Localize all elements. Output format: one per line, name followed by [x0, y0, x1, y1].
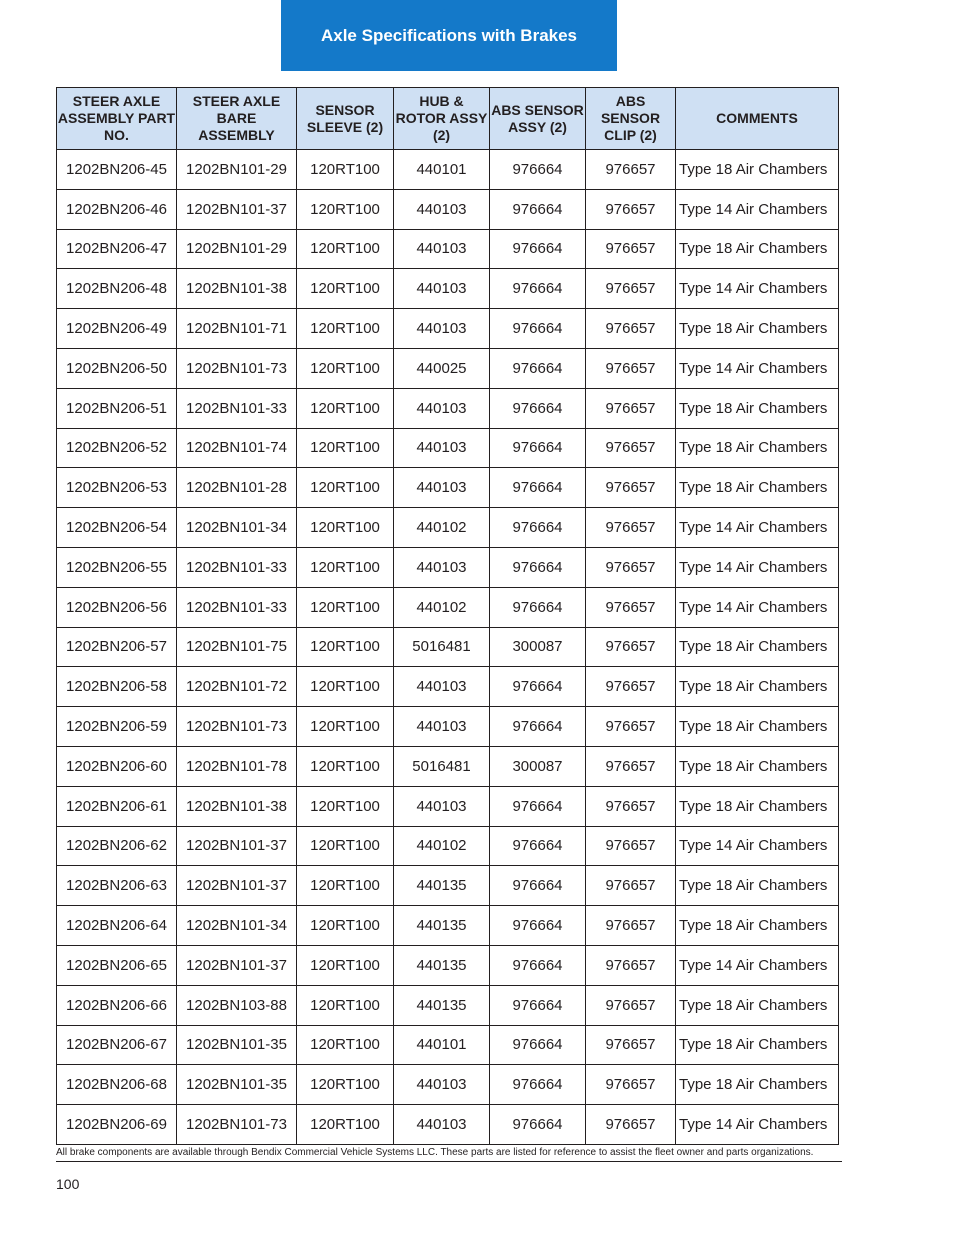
column-header-comments: COMMENTS [676, 88, 839, 150]
cell-abs-sensor-clip: 976657 [586, 985, 676, 1025]
cell-abs-sensor-clip: 976657 [586, 348, 676, 388]
cell-bare-assembly: 1202BN101-37 [177, 866, 297, 906]
cell-bare-assembly: 1202BN101-33 [177, 547, 297, 587]
cell-comments: Type 18 Air Chambers [676, 985, 839, 1025]
cell-abs-sensor-clip: 976657 [586, 388, 676, 428]
cell-bare-assembly: 1202BN101-35 [177, 1065, 297, 1105]
cell-sensor-sleeve: 120RT100 [297, 985, 394, 1025]
cell-sensor-sleeve: 120RT100 [297, 189, 394, 229]
cell-assembly-part-no: 1202BN206-62 [57, 826, 177, 866]
table-row [57, 1105, 839, 1145]
cell-assembly-part-no: 1202BN206-65 [57, 945, 177, 985]
cell-abs-sensor-clip: 976657 [586, 667, 676, 707]
cell-assembly-part-no: 1202BN206-69 [57, 1105, 177, 1145]
cell-abs-sensor-assy: 976664 [490, 587, 586, 627]
cell-comments: Type 18 Air Chambers [676, 388, 839, 428]
cell-sensor-sleeve: 120RT100 [297, 547, 394, 587]
column-header-hub-rotor: HUB & ROTOR ASSY (2) [394, 88, 490, 150]
cell-comments: Type 18 Air Chambers [676, 746, 839, 786]
cell-sensor-sleeve: 120RT100 [297, 707, 394, 747]
cell-abs-sensor-clip: 976657 [586, 547, 676, 587]
table-row [57, 985, 839, 1025]
cell-abs-sensor-assy: 976664 [490, 428, 586, 468]
table-row [57, 348, 839, 388]
cell-comments: Type 14 Air Chambers [676, 189, 839, 229]
cell-bare-assembly: 1202BN101-28 [177, 468, 297, 508]
page-number: 100 [56, 1176, 80, 1192]
cell-bare-assembly: 1202BN101-72 [177, 667, 297, 707]
cell-sensor-sleeve: 120RT100 [297, 150, 394, 190]
cell-bare-assembly: 1202BN101-34 [177, 906, 297, 946]
table-row [57, 786, 839, 826]
column-header-sensor-sleeve: SENSOR SLEEVE (2) [297, 88, 394, 150]
cell-assembly-part-no: 1202BN206-64 [57, 906, 177, 946]
table-row [57, 508, 839, 548]
cell-comments: Type 18 Air Chambers [676, 866, 839, 906]
cell-abs-sensor-assy: 300087 [490, 746, 586, 786]
cell-comments: Type 14 Air Chambers [676, 587, 839, 627]
cell-bare-assembly: 1202BN101-75 [177, 627, 297, 667]
cell-abs-sensor-assy: 976664 [490, 547, 586, 587]
table-row [57, 707, 839, 747]
cell-abs-sensor-assy: 976664 [490, 945, 586, 985]
cell-assembly-part-no: 1202BN206-50 [57, 348, 177, 388]
table-row [57, 309, 839, 349]
cell-bare-assembly: 1202BN101-73 [177, 348, 297, 388]
cell-abs-sensor-assy: 976664 [490, 1065, 586, 1105]
cell-assembly-part-no: 1202BN206-49 [57, 309, 177, 349]
cell-abs-sensor-assy: 976664 [490, 229, 586, 269]
section-title: Axle Specifications with Brakes [320, 25, 578, 45]
cell-assembly-part-no: 1202BN206-68 [57, 1065, 177, 1105]
cell-comments: Type 18 Air Chambers [676, 309, 839, 349]
cell-abs-sensor-clip: 976657 [586, 866, 676, 906]
cell-comments: Type 18 Air Chambers [676, 468, 839, 508]
cell-bare-assembly: 1202BN101-38 [177, 786, 297, 826]
cell-assembly-part-no: 1202BN206-61 [57, 786, 177, 826]
column-header-bare-assembly: STEER AXLE BARE ASSEMBLY [177, 88, 297, 150]
cell-bare-assembly: 1202BN101-29 [177, 229, 297, 269]
cell-abs-sensor-assy: 976664 [490, 826, 586, 866]
cell-abs-sensor-clip: 976657 [586, 627, 676, 667]
table-row [57, 746, 839, 786]
cell-abs-sensor-assy: 976664 [490, 309, 586, 349]
cell-abs-sensor-clip: 976657 [586, 1025, 676, 1065]
cell-abs-sensor-clip: 976657 [586, 150, 676, 190]
cell-bare-assembly: 1202BN101-29 [177, 150, 297, 190]
cell-assembly-part-no: 1202BN206-66 [57, 985, 177, 1025]
cell-sensor-sleeve: 120RT100 [297, 1105, 394, 1145]
cell-abs-sensor-assy: 976664 [490, 468, 586, 508]
cell-abs-sensor-assy: 976664 [490, 707, 586, 747]
cell-sensor-sleeve: 120RT100 [297, 786, 394, 826]
cell-assembly-part-no: 1202BN206-53 [57, 468, 177, 508]
table-body [57, 150, 839, 1145]
cell-sensor-sleeve: 120RT100 [297, 866, 394, 906]
cell-assembly-part-no: 1202BN206-46 [57, 189, 177, 229]
cell-hub-rotor: 440103 [394, 388, 490, 428]
column-header-abs-sensor-clip: ABS SENSOR CLIP (2) [586, 88, 676, 150]
cell-assembly-part-no: 1202BN206-59 [57, 707, 177, 747]
cell-sensor-sleeve: 120RT100 [297, 826, 394, 866]
cell-hub-rotor: 440103 [394, 1065, 490, 1105]
table-row [57, 1025, 839, 1065]
column-header-assembly-part-no: STEER AXLE ASSEMBLY PART NO. [57, 88, 177, 150]
cell-bare-assembly: 1202BN101-33 [177, 587, 297, 627]
cell-comments: Type 14 Air Chambers [676, 1105, 839, 1145]
cell-comments: Type 18 Air Chambers [676, 707, 839, 747]
cell-comments: Type 18 Air Chambers [676, 428, 839, 468]
cell-bare-assembly: 1202BN101-37 [177, 189, 297, 229]
cell-abs-sensor-assy: 300087 [490, 627, 586, 667]
cell-abs-sensor-assy: 976664 [490, 1025, 586, 1065]
cell-comments: Type 18 Air Chambers [676, 1025, 839, 1065]
cell-abs-sensor-clip: 976657 [586, 189, 676, 229]
cell-sensor-sleeve: 120RT100 [297, 1025, 394, 1065]
cell-sensor-sleeve: 120RT100 [297, 468, 394, 508]
cell-abs-sensor-assy: 976664 [490, 866, 586, 906]
table-row [57, 150, 839, 190]
cell-comments: Type 18 Air Chambers [676, 906, 839, 946]
cell-assembly-part-no: 1202BN206-56 [57, 587, 177, 627]
cell-hub-rotor: 440103 [394, 667, 490, 707]
cell-bare-assembly: 1202BN101-33 [177, 388, 297, 428]
cell-sensor-sleeve: 120RT100 [297, 627, 394, 667]
cell-hub-rotor: 440101 [394, 150, 490, 190]
cell-hub-rotor: 440103 [394, 786, 490, 826]
cell-assembly-part-no: 1202BN206-58 [57, 667, 177, 707]
cell-hub-rotor: 440103 [394, 468, 490, 508]
cell-hub-rotor: 440135 [394, 945, 490, 985]
cell-abs-sensor-assy: 976664 [490, 150, 586, 190]
cell-abs-sensor-assy: 976664 [490, 388, 586, 428]
table-row [57, 587, 839, 627]
table-header-row [57, 88, 839, 150]
cell-sensor-sleeve: 120RT100 [297, 388, 394, 428]
cell-assembly-part-no: 1202BN206-57 [57, 627, 177, 667]
cell-bare-assembly: 1202BN101-38 [177, 269, 297, 309]
cell-bare-assembly: 1202BN101-37 [177, 826, 297, 866]
table-row [57, 547, 839, 587]
cell-abs-sensor-clip: 976657 [586, 826, 676, 866]
cell-comments: Type 14 Air Chambers [676, 508, 839, 548]
cell-hub-rotor: 5016481 [394, 746, 490, 786]
cell-bare-assembly: 1202BN101-71 [177, 309, 297, 349]
cell-hub-rotor: 5016481 [394, 627, 490, 667]
cell-hub-rotor: 440025 [394, 348, 490, 388]
cell-abs-sensor-assy: 976664 [490, 348, 586, 388]
cell-sensor-sleeve: 120RT100 [297, 587, 394, 627]
cell-abs-sensor-clip: 976657 [586, 906, 676, 946]
cell-sensor-sleeve: 120RT100 [297, 348, 394, 388]
cell-assembly-part-no: 1202BN206-54 [57, 508, 177, 548]
table-row [57, 468, 839, 508]
cell-sensor-sleeve: 120RT100 [297, 945, 394, 985]
table-row [57, 229, 839, 269]
cell-abs-sensor-assy: 976664 [490, 189, 586, 229]
cell-abs-sensor-clip: 976657 [586, 468, 676, 508]
cell-hub-rotor: 440135 [394, 985, 490, 1025]
cell-bare-assembly: 1202BN101-73 [177, 1105, 297, 1145]
cell-hub-rotor: 440103 [394, 1105, 490, 1145]
table-row [57, 189, 839, 229]
cell-comments: Type 18 Air Chambers [676, 1065, 839, 1105]
axle-specifications-table [56, 87, 839, 1145]
cell-comments: Type 18 Air Chambers [676, 786, 839, 826]
cell-assembly-part-no: 1202BN206-51 [57, 388, 177, 428]
cell-abs-sensor-clip: 976657 [586, 269, 676, 309]
cell-comments: Type 14 Air Chambers [676, 826, 839, 866]
cell-abs-sensor-clip: 976657 [586, 1105, 676, 1145]
table-row [57, 866, 839, 906]
cell-hub-rotor: 440103 [394, 707, 490, 747]
cell-sensor-sleeve: 120RT100 [297, 1065, 394, 1105]
table-row [57, 1065, 839, 1105]
cell-bare-assembly: 1202BN101-37 [177, 945, 297, 985]
cell-hub-rotor: 440103 [394, 269, 490, 309]
cell-comments: Type 18 Air Chambers [676, 150, 839, 190]
cell-bare-assembly: 1202BN101-78 [177, 746, 297, 786]
cell-abs-sensor-assy: 976664 [490, 508, 586, 548]
cell-comments: Type 14 Air Chambers [676, 547, 839, 587]
cell-hub-rotor: 440101 [394, 1025, 490, 1065]
cell-abs-sensor-clip: 976657 [586, 428, 676, 468]
table-row [57, 428, 839, 468]
cell-hub-rotor: 440102 [394, 508, 490, 548]
cell-abs-sensor-clip: 976657 [586, 786, 676, 826]
cell-sensor-sleeve: 120RT100 [297, 667, 394, 707]
table-row [57, 269, 839, 309]
cell-bare-assembly: 1202BN101-34 [177, 508, 297, 548]
cell-hub-rotor: 440103 [394, 189, 490, 229]
cell-abs-sensor-clip: 976657 [586, 707, 676, 747]
cell-abs-sensor-assy: 976664 [490, 786, 586, 826]
cell-hub-rotor: 440135 [394, 866, 490, 906]
cell-sensor-sleeve: 120RT100 [297, 309, 394, 349]
column-header-abs-sensor-assy: ABS SENSOR ASSY (2) [490, 88, 586, 150]
cell-assembly-part-no: 1202BN206-63 [57, 866, 177, 906]
cell-hub-rotor: 440102 [394, 587, 490, 627]
cell-abs-sensor-assy: 976664 [490, 985, 586, 1025]
cell-hub-rotor: 440102 [394, 826, 490, 866]
cell-hub-rotor: 440103 [394, 428, 490, 468]
footnote: All brake components are available through Bendix Commercial Vehicle Systems LLC. These parts are listed for reference to assist the fleet owner and parts organizations. [56, 1147, 842, 1162]
cell-assembly-part-no: 1202BN206-60 [57, 746, 177, 786]
cell-abs-sensor-clip: 976657 [586, 309, 676, 349]
cell-hub-rotor: 440103 [394, 229, 490, 269]
cell-abs-sensor-assy: 976664 [490, 667, 586, 707]
cell-sensor-sleeve: 120RT100 [297, 906, 394, 946]
cell-sensor-sleeve: 120RT100 [297, 746, 394, 786]
cell-hub-rotor: 440103 [394, 309, 490, 349]
cell-sensor-sleeve: 120RT100 [297, 269, 394, 309]
cell-abs-sensor-assy: 976664 [490, 269, 586, 309]
cell-comments: Type 14 Air Chambers [676, 269, 839, 309]
cell-comments: Type 18 Air Chambers [676, 627, 839, 667]
cell-hub-rotor: 440103 [394, 547, 490, 587]
cell-hub-rotor: 440135 [394, 906, 490, 946]
cell-sensor-sleeve: 120RT100 [297, 428, 394, 468]
table-row [57, 906, 839, 946]
cell-abs-sensor-clip: 976657 [586, 587, 676, 627]
cell-bare-assembly: 1202BN101-74 [177, 428, 297, 468]
cell-comments: Type 14 Air Chambers [676, 348, 839, 388]
cell-comments: Type 18 Air Chambers [676, 229, 839, 269]
cell-assembly-part-no: 1202BN206-47 [57, 229, 177, 269]
table-row [57, 627, 839, 667]
section-title-banner [281, 0, 617, 71]
cell-abs-sensor-clip: 976657 [586, 746, 676, 786]
cell-abs-sensor-clip: 976657 [586, 508, 676, 548]
table-row [57, 826, 839, 866]
cell-bare-assembly: 1202BN103-88 [177, 985, 297, 1025]
cell-assembly-part-no: 1202BN206-48 [57, 269, 177, 309]
cell-assembly-part-no: 1202BN206-52 [57, 428, 177, 468]
cell-abs-sensor-clip: 976657 [586, 229, 676, 269]
cell-abs-sensor-clip: 976657 [586, 945, 676, 985]
cell-abs-sensor-assy: 976664 [490, 1105, 586, 1145]
cell-assembly-part-no: 1202BN206-55 [57, 547, 177, 587]
cell-comments: Type 18 Air Chambers [676, 667, 839, 707]
cell-assembly-part-no: 1202BN206-67 [57, 1025, 177, 1065]
cell-comments: Type 14 Air Chambers [676, 945, 839, 985]
cell-abs-sensor-assy: 976664 [490, 906, 586, 946]
cell-abs-sensor-clip: 976657 [586, 1065, 676, 1105]
cell-sensor-sleeve: 120RT100 [297, 508, 394, 548]
table-row [57, 945, 839, 985]
cell-bare-assembly: 1202BN101-73 [177, 707, 297, 747]
cell-sensor-sleeve: 120RT100 [297, 229, 394, 269]
table-row [57, 388, 839, 428]
cell-bare-assembly: 1202BN101-35 [177, 1025, 297, 1065]
cell-assembly-part-no: 1202BN206-45 [57, 150, 177, 190]
table-row [57, 667, 839, 707]
